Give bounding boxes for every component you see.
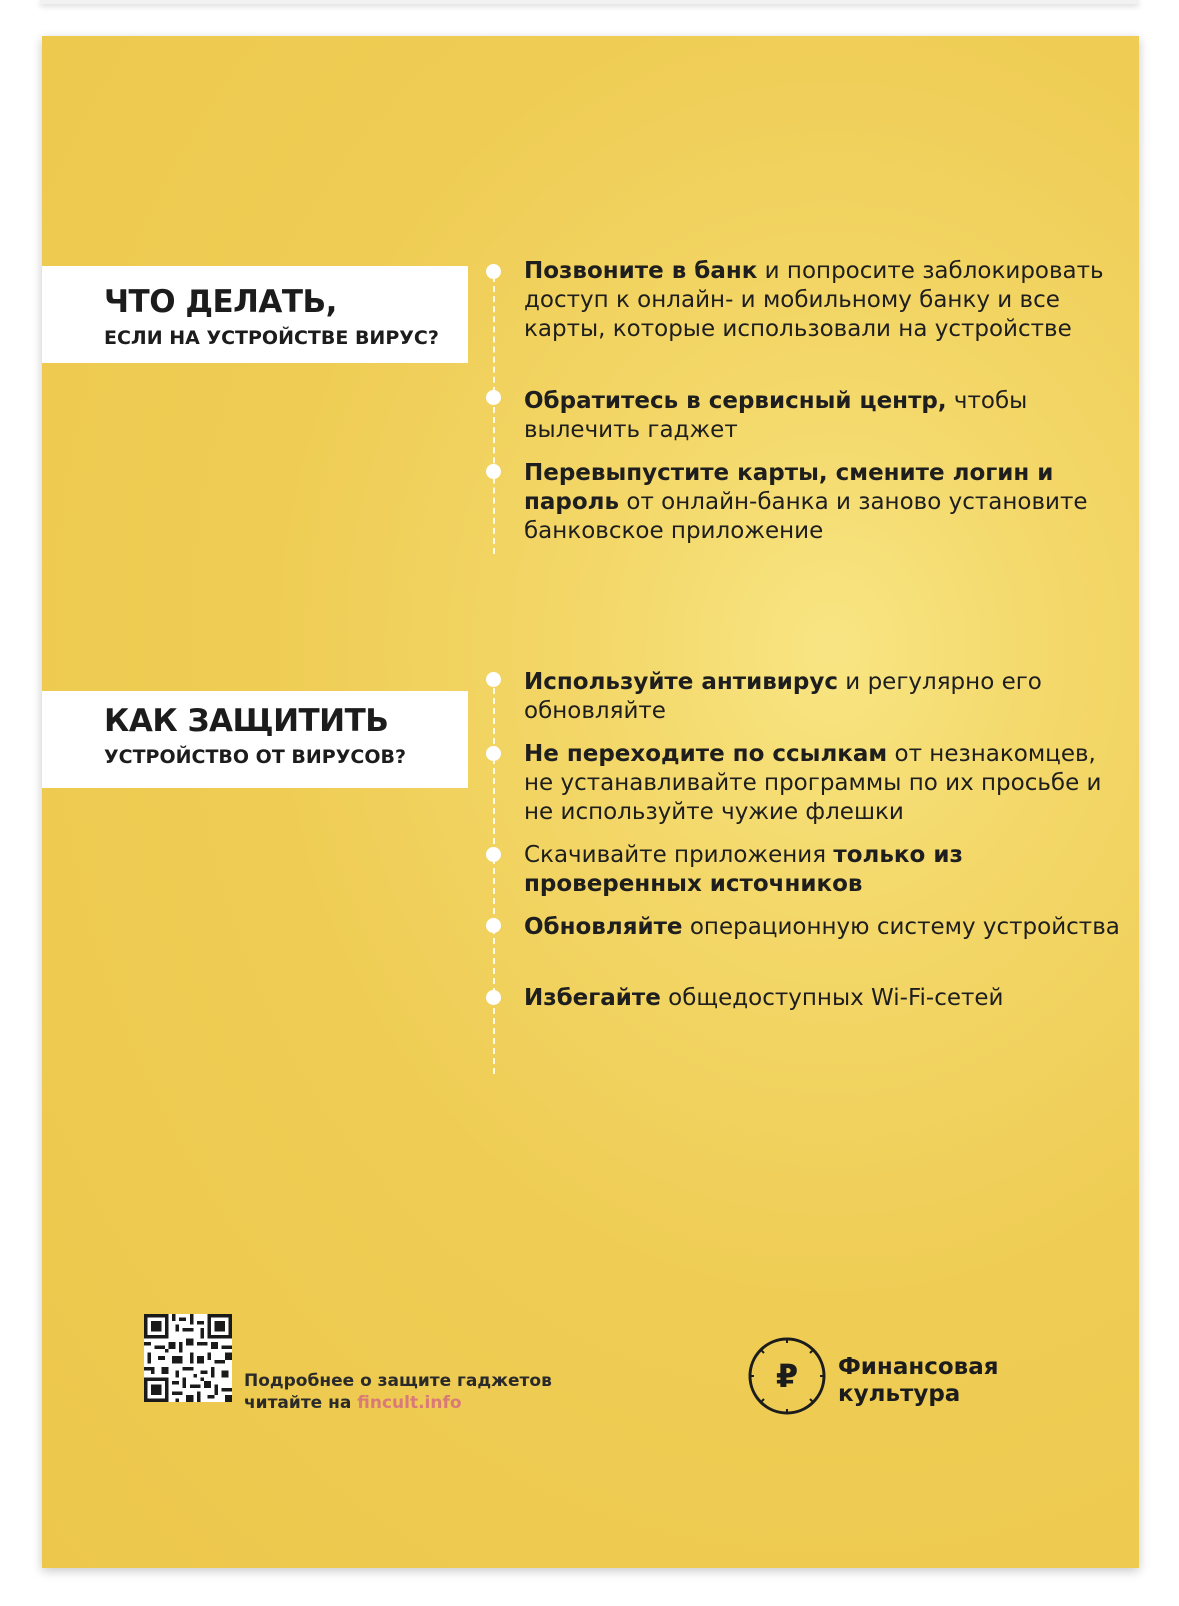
section1-title: ЧТО ДЕЛАТЬ, (104, 284, 337, 320)
item-text: общедоступных Wi-Fi-сетей (660, 985, 1004, 1011)
item-text: и регулярно его обновляйте (524, 669, 1042, 724)
section2-subtitle: УСТРОЙСТВО ОТ ВИРУСОВ? (104, 746, 406, 768)
section2-item-2 (524, 740, 1124, 827)
section1-subtitle: ЕСЛИ НА УСТРОЙСТВЕ ВИРУС? (104, 327, 439, 349)
item-text: Скачивайте приложения (524, 842, 834, 868)
bullet-dot (486, 390, 501, 405)
section1-item-2 (524, 387, 1124, 445)
footer-line2 (244, 1392, 552, 1414)
item-bold-text: только из проверенных источников (524, 842, 963, 897)
item-text: чтобы вылечить гаджет (524, 388, 1028, 443)
bullet-dot (486, 918, 501, 933)
item-text: от незнакомцев, не устанавливайте программы по их просьбе и не используйте чужие флешки (524, 741, 1102, 825)
item-bold-text: Не переходите по ссылкам (524, 741, 888, 767)
footer-prefix: читайте на (244, 1393, 358, 1413)
section1-timeline (493, 276, 495, 554)
section2-title: КАК ЗАЩИТИТЬ (104, 703, 389, 739)
section1-heading-box (42, 266, 468, 363)
section2-item-4 (524, 913, 1124, 942)
section1-item-3 (524, 459, 1124, 546)
section2-item-3 (524, 841, 1124, 899)
bullet-dot (486, 464, 501, 479)
bullet-dot (486, 847, 501, 862)
bullet-dot (486, 746, 501, 761)
item-text: от онлайн-банка и заново установите банковское приложение (524, 489, 1088, 544)
footer-text (244, 1370, 552, 1414)
ruble-logo-icon (747, 1336, 827, 1416)
item-bold-text: Перевыпустите карты, смените логин и пароль (524, 460, 1054, 515)
item-text: операционную систему устройства (682, 914, 1120, 940)
bullet-dot (486, 264, 501, 279)
qr-code-icon[interactable] (144, 1314, 232, 1402)
poster (42, 36, 1139, 1568)
previous-page-edge (40, 0, 1139, 4)
section2-item-1 (524, 668, 1124, 726)
logo-text (838, 1354, 999, 1408)
logo-line1: Финансовая (838, 1354, 999, 1380)
item-bold-text: Используйте антивирус (524, 669, 838, 695)
item-bold-text: Обратитесь в сервисный центр, (524, 388, 947, 414)
section2-item-5 (524, 984, 1124, 1013)
section1-item-1 (524, 257, 1124, 344)
item-bold-text: Позвоните в банк (524, 258, 758, 284)
item-bold-text: Избегайте (524, 985, 661, 1011)
bullet-dot (486, 990, 501, 1005)
section2-heading-box (42, 691, 468, 788)
logo-line2: культура (838, 1381, 961, 1407)
bullet-dot (486, 672, 501, 687)
footer-line1: Подробнее о защите гаджетов (244, 1371, 552, 1391)
fincult-link[interactable]: fincult.info (357, 1393, 462, 1413)
ruble-symbol: ₽ (775, 1357, 799, 1395)
item-text: и попросите заблокировать доступ к онлайн- и мобильному банку и все карты, которые использовали на устройстве (524, 258, 1104, 342)
item-bold-text: Обновляйте (524, 914, 683, 940)
